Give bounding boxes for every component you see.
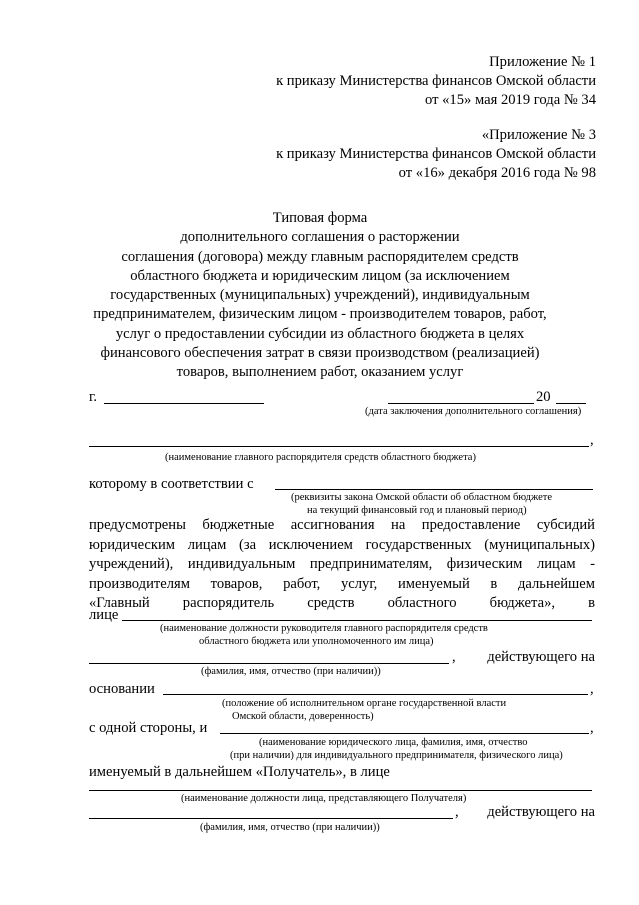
fio-caption-2: (фамилия, имя, отчество (при наличии)) xyxy=(200,822,380,833)
recipient-text: именуемый в дальнейшем «Получатель», в лице xyxy=(89,764,390,780)
paragraph-line: учреждений), индивидуальным предпринимателям, физическим лицам - xyxy=(89,556,595,572)
title-line: дополнительного соглашения о расторжении xyxy=(180,229,460,246)
basis-field[interactable] xyxy=(163,694,588,695)
grbs-caption: (наименование главного распорядителя средств областного бюджета) xyxy=(165,452,476,463)
year-prefix: 20 xyxy=(536,389,551,405)
fio-caption: (фамилия, имя, отчество (при наличии)) xyxy=(201,666,381,677)
grbs-name-field[interactable] xyxy=(89,446,589,447)
rep-caption: (наименование должности лица, представляющего Получателя) xyxy=(181,793,467,804)
title-line: соглашения (договора) между главным распорядителем средств xyxy=(121,248,519,265)
appendix1-order: к приказу Министерства финансов Омской области xyxy=(276,73,596,89)
acting-text-2: действующего на xyxy=(487,804,595,820)
title-line: Типовая форма xyxy=(272,210,368,226)
law-details-field[interactable] xyxy=(275,489,593,490)
paragraph-line: юридическим лицам (за исключением государственных (муниципальных) xyxy=(89,536,595,553)
recipient-caption-2: (при наличии) для индивидуального предпринимателя, физического лица) xyxy=(230,750,563,761)
law-caption-1: (реквизиты закона Омской области об областном бюджете xyxy=(291,492,552,503)
title-line: услуг о предоставлении субсидии из областного бюджета в целях xyxy=(115,325,525,342)
comma: , xyxy=(590,720,594,736)
comma: , xyxy=(452,649,456,665)
in-person-text: лице xyxy=(89,607,119,623)
acting-text: действующего на xyxy=(487,649,595,665)
date-field[interactable] xyxy=(388,403,534,404)
comma: , xyxy=(455,804,459,820)
city-prefix: г. xyxy=(89,389,97,405)
recipient-rep-position-field[interactable] xyxy=(89,790,592,791)
year-field[interactable] xyxy=(556,403,586,404)
one-side-text: с одной стороны, и xyxy=(89,720,208,736)
appendix3-order: к приказу Министерства финансов Омской области xyxy=(276,146,596,162)
document-title xyxy=(60,209,580,383)
head-position-field[interactable] xyxy=(122,620,592,621)
paragraph-line: предусмотрены бюджетные ассигнования на предоставление субсидий xyxy=(89,517,595,533)
appendix3-title: «Приложение № 3 xyxy=(481,127,596,143)
whom-text: которому в соответствии с xyxy=(89,476,254,492)
basis-caption-2: Омской области, доверенность) xyxy=(232,711,374,722)
recipient-name-field[interactable] xyxy=(220,733,589,734)
title-line: областного бюджета и юридическим лицом (за исключением xyxy=(130,267,510,284)
appendix3-date: от «16» декабря 2016 года № 98 xyxy=(398,165,596,181)
position-caption-2: областного бюджета или уполномоченного им лица) xyxy=(199,636,434,647)
paragraph-line: производителям товаров, работ, услуг, именуемый в дальнейшем xyxy=(89,575,595,592)
city-field[interactable] xyxy=(104,403,264,404)
rep-fio-field[interactable] xyxy=(89,818,453,819)
comma: , xyxy=(590,681,594,697)
paragraph-line: «Главный распорядитель средств областного бюджета», в xyxy=(89,595,595,611)
head-fio-field[interactable] xyxy=(89,663,449,664)
title-line: предпринимателем, физическим лицом - производителем товаров, работ, xyxy=(93,306,547,323)
position-caption-1: (наименование должности руководителя главного распорядителя средств xyxy=(160,623,488,634)
title-line: финансового обеспечения затрат в связи производством (реализацией) xyxy=(100,345,540,362)
appendix1-date: от «15» мая 2019 года № 34 xyxy=(425,92,596,108)
comma: , xyxy=(590,432,594,448)
recipient-caption-1: (наименование юридического лица, фамилия, имя, отчество xyxy=(259,737,528,748)
title-line: товаров, выполнением работ, оказанием услуг xyxy=(176,364,464,381)
appendix1-title: Приложение № 1 xyxy=(489,54,596,70)
date-caption: (дата заключения дополнительного соглашения) xyxy=(365,406,582,417)
law-caption-2: на текущий финансовый год и плановый период) xyxy=(307,505,527,516)
basis-caption-1: (положение об исполнительном органе государственной власти xyxy=(222,698,507,709)
budget-paragraph xyxy=(89,516,595,614)
basis-text: основании xyxy=(89,681,155,697)
title-line: государственных (муниципальных) учреждений), индивидуальным xyxy=(110,287,530,304)
